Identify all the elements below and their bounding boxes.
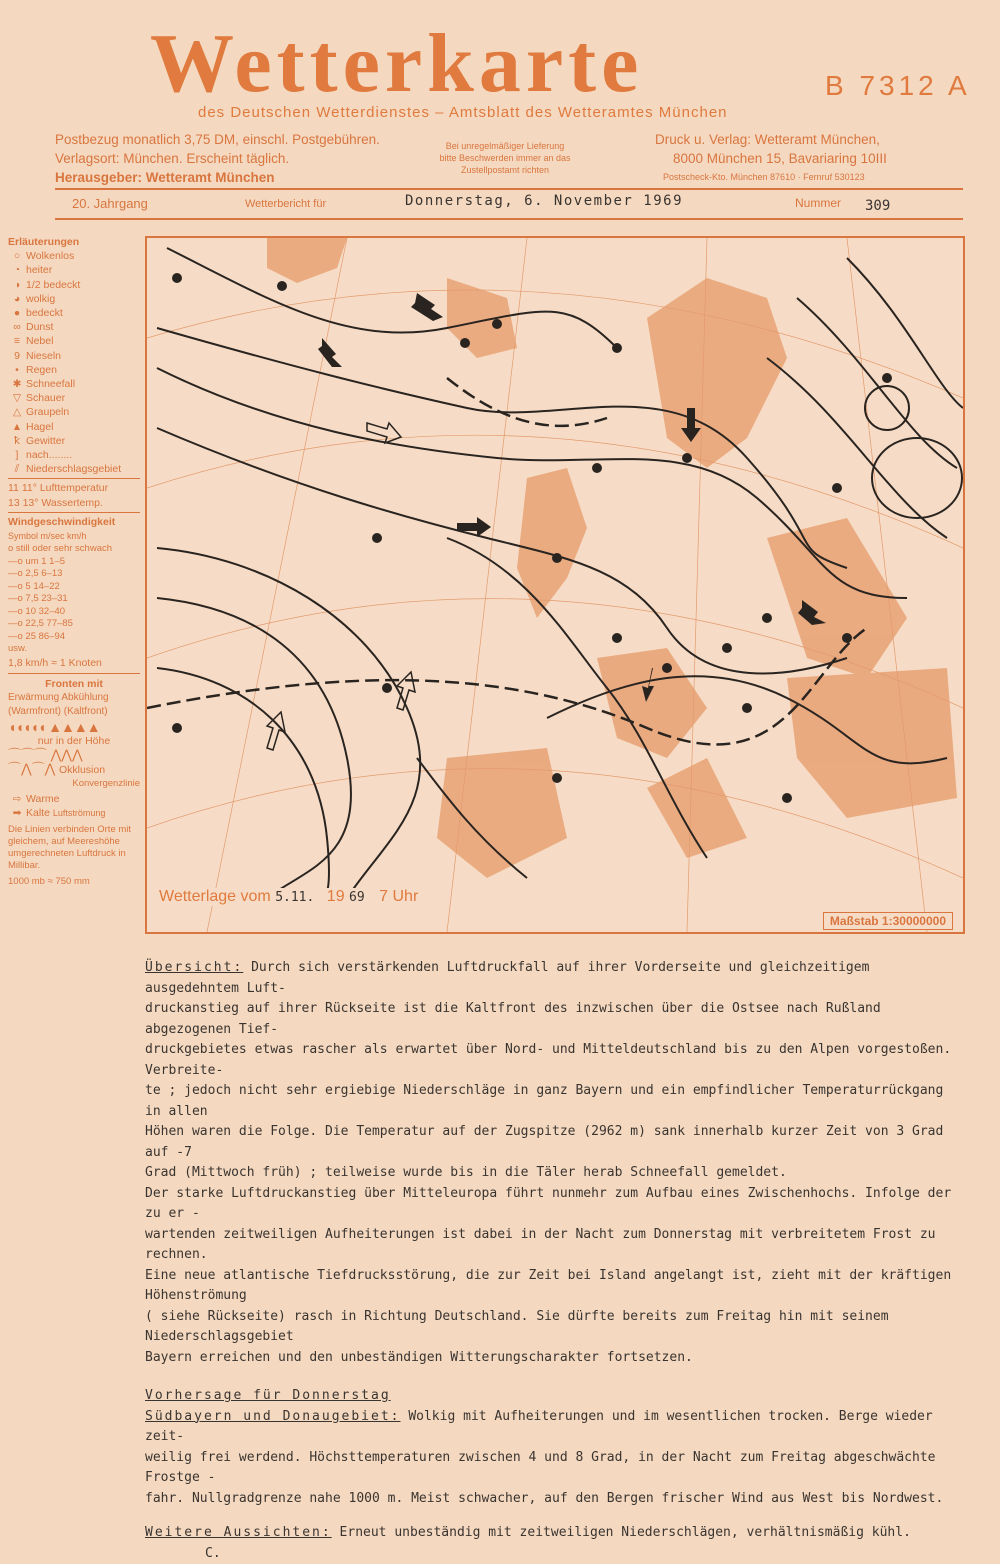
pressure-centers: [865, 386, 962, 518]
sued-line-0: Wolkig mit Aufheiterungen und im wesentlichen trocken. Berge wieder zeit-: [145, 1408, 933, 1444]
masthead-subtitle: des Deutschen Wetterdienstes – Amtsblatt des Wetteramtes München: [198, 104, 728, 121]
header-left-block: [55, 130, 380, 187]
legend-divider-3: [8, 673, 140, 674]
weitere-text: Erneut unbeständig mit zeitweiligen Niederschlägen, verhältnismäßig kühl.: [339, 1525, 911, 1540]
legend-item: [8, 349, 140, 363]
legend-lufttemp: 11 11° Lufttemperatur: [8, 482, 109, 495]
okklusion-icon: ⌒⋀⌒⋀: [8, 761, 59, 777]
postbezug: Postbezug monatlich 3,75 DM, einschl. Postgebühren.: [55, 132, 380, 147]
uebersicht-line-6: Der starke Luftdruckanstieg über Mitteleuropa führt nunmehr zum Aufbau eines Zwischenhochs. Infolge der zu er -: [145, 1185, 952, 1221]
uebersicht-line-9: ( siehe Rückseite) rasch in Richtung Deutschland. Sie dürfte bereits zum Freitag hin mit seinem Niederschlagsgebiet: [145, 1308, 889, 1344]
nummer-label: Nummer: [795, 196, 842, 210]
uebersicht-line-3: te ; jedoch nicht sehr ergiebige Niederschläge in ganz Bayern und ein empfindlicher Temperaturrückgang in allen: [145, 1083, 944, 1119]
legend-item-label: Regen: [26, 363, 57, 376]
legend-title: Erläuterungen: [8, 236, 80, 248]
wind-row: —o 7,5 23–31: [8, 593, 68, 605]
legend-item-label: Graupeln: [26, 406, 70, 419]
legend-item-label: nach........: [26, 449, 73, 462]
legend-item: [8, 363, 140, 377]
legend-item: [8, 434, 140, 448]
weather-symbol-icon: ◔: [13, 264, 21, 277]
wind-row: —o um 1 1–5: [8, 555, 66, 567]
massstab: Maßstab 1:30000000: [823, 912, 953, 930]
vorhersage-label: Vorhersage für Donnerstag: [145, 1388, 391, 1403]
wetterlage-box: [153, 888, 424, 906]
sued-label: Südbayern und Donaugebiet:: [145, 1408, 401, 1424]
legend-panel: [8, 235, 140, 889]
legend-item-label: Wolkenlos: [26, 250, 75, 263]
legend-item: [8, 292, 140, 306]
verlag-adresse: 8000 München 15, Bavariaring 10III: [673, 151, 887, 166]
legend-item-label: Dunst: [26, 321, 54, 334]
legend-item: [8, 320, 140, 334]
legend-divider-1: [8, 478, 140, 479]
wind-row: —o 2,5 6–13: [8, 568, 63, 580]
legend-divider-2: [8, 512, 140, 513]
initial: C.: [205, 1545, 221, 1561]
legend-item: [8, 405, 140, 419]
land-masses: [267, 238, 957, 878]
fronts: [147, 378, 867, 744]
solid-arrow-icon: ➡: [12, 806, 22, 819]
uebersicht-line-10: Bayern erreichen und den unbeständigen Witterungscharakter fortsetzen.: [145, 1349, 693, 1365]
uebersicht-line-8: Eine neue atlantische Tiefdrucksstörung, die zur Zeit bei Island angelangt ist, zieht mit der kräftigen Höhenströmung: [145, 1267, 952, 1303]
header-rule-top: [55, 188, 963, 190]
okklusion-row: ⌒⋀⌒⋀ Okklusion: [8, 761, 106, 777]
legend-item-label: 1/2 bedeckt: [26, 278, 81, 291]
weather-symbol-icon: ≡: [13, 335, 21, 348]
legend-item-label: Schauer: [26, 392, 66, 405]
wind-row: o still oder sehr schwach: [8, 543, 113, 555]
weather-symbol-icon: ●: [13, 307, 21, 320]
weather-symbol-icon: ◕: [13, 292, 21, 305]
wetterlage-year: 69: [349, 890, 365, 905]
wind-row: —o 25 86–94: [8, 630, 66, 642]
legend-item: [8, 420, 140, 434]
weitere-label: Weitere Aussichten:: [145, 1525, 332, 1540]
header-rule-bottom: [55, 218, 963, 220]
uebersicht-line-7: wartenden zeitweiligen Aufheiterungen ist dabei in der Nacht zum Donnerstag mit verbreitetem Frost zu rechnen.: [145, 1226, 936, 1262]
front-symbols-icon: ◖◖◖◖◖ ▲▲▲▲: [8, 718, 100, 735]
legend-item: [8, 391, 140, 405]
hollow-arrow-icon: ⇨: [12, 792, 22, 805]
issue-date: Donnerstag, 6. November 1969: [405, 193, 684, 209]
weitere-paragraph: [145, 1523, 965, 1564]
weather-symbol-icon: ∞: [13, 321, 21, 334]
uebersicht-line-5: Grad (Mittwoch früh) ; teilweise wurde bis in die Täler herab Schneefall gemeldet.: [145, 1165, 787, 1180]
postscheck: Postscheck-Kto. München 87610 · Fernruf 530123: [663, 172, 865, 182]
wind-rows: [8, 543, 140, 656]
knoten-note: 1,8 km/h ≈ 1 Knoten: [8, 656, 102, 669]
weather-symbol-icon: ꝁ: [13, 434, 21, 447]
legend-item: [8, 278, 140, 292]
fronten-cols: Erwärmung Abkühlung: [8, 692, 109, 704]
uebersicht-line-2: druckgebietes etwas rascher als erwartet über Nord- und Mitteldeutschland bis zu den Alpen vorgestoßen. Verbreite-: [145, 1042, 952, 1078]
weather-symbol-icon: ✱: [12, 378, 22, 391]
legend-item-label: bedeckt: [26, 307, 63, 320]
weather-symbol-icon: ▲: [11, 420, 23, 433]
sued-paragraph: [145, 1407, 965, 1448]
lieferung-note-2: bitte Beschwerden immer an das: [439, 153, 571, 163]
legend-item: [8, 377, 140, 391]
fronten-title: Fronten mit: [45, 677, 103, 690]
weather-symbol-icon: △: [12, 406, 22, 419]
legend-niederschlag: ⫽ Niederschlagsgebiet: [8, 462, 140, 476]
jahrgang: 20. Jahrgang: [72, 196, 148, 211]
wind-title: Windgeschwindigkeit: [8, 515, 116, 528]
lieferung-note-1: Bei unregelmäßiger Lieferung: [445, 141, 565, 151]
issue-code: B 7312 A: [825, 70, 971, 101]
weather-symbol-icon: ]: [15, 449, 19, 462]
konvergenz-label: Konvergenzlinie: [72, 778, 140, 790]
issue-number: 309: [865, 198, 891, 214]
uebersicht-line-1: druckanstieg auf ihrer Rückseite ist die Kaltfront des inzwischen über die Ostsee nach Rußland abgezogenen Tief-: [145, 1001, 881, 1037]
legend-item-label: Nebel: [26, 335, 54, 348]
weather-symbol-icon: ◑: [13, 278, 21, 291]
hoehe-front-icon: ⌒⌒⌒ ⋀⋀⋀: [8, 746, 83, 762]
legend-items: [8, 249, 140, 462]
wetterbericht-label: Wetterbericht für: [245, 198, 327, 210]
legend-item-label: heiter: [26, 264, 53, 277]
wetterlage-label: Wetterlage vom: [159, 888, 271, 905]
legend-item-label: Nieseln: [26, 349, 62, 362]
verlagsort: Verlagsort: München. Erscheint täglich.: [55, 151, 290, 166]
legend-item: [8, 334, 140, 348]
kalte-row: ➡ Kalte Luftströmung: [8, 806, 140, 820]
header-right-block: [655, 130, 887, 187]
legend-item: [8, 306, 140, 320]
fronten-cols2: (Warmfront) (Kaltfront): [8, 706, 108, 718]
uebersicht-paragraph: [145, 958, 965, 999]
legend-item: [8, 249, 140, 263]
legend-wassertemp: 13 13° Wassertemp.: [8, 496, 103, 509]
legend-item-label: Hagel: [26, 420, 54, 433]
linien-text: Die Linien verbinden Orte mit gleichem, auf Meereshöhe umgerechneten Luftdruck in Millibar.: [8, 824, 132, 871]
wind-row: —o 5 14–22: [8, 580, 60, 592]
sued-line-1: weilig frei werdend. Höchsttemperaturen zwischen 4 und 8 Grad, in der Nacht zum Freitag abgeschwächte Frostge -: [145, 1449, 936, 1485]
weather-symbol-icon: ○: [13, 250, 21, 263]
legend-item-label: wolkig: [26, 292, 56, 305]
legend-item: [8, 263, 140, 277]
legend-item-label: Gewitter: [26, 434, 66, 447]
legend-item-label: Schneefall: [26, 378, 76, 391]
sued-line-2: fahr. Nullgradgrenze nahe 1000 m. Meist schwacher, auf den Bergen frischer Wind aus West bis Nordwest.: [145, 1490, 944, 1506]
masthead-title: Wetterkarte: [150, 17, 644, 110]
weather-symbol-icon: 9: [14, 349, 20, 362]
wind-row: —o 22,5 77–85: [8, 618, 73, 630]
uebersicht-line-0: Durch sich verstärkenden Luftdruckfall auf ihrer Vorderseite und gleichzeitigem ausgedehntem Luft-: [145, 960, 870, 996]
lieferung-note-3: Zustellpostamt richten: [460, 165, 550, 175]
herausgeber: Herausgeber: Wetteramt München: [55, 170, 275, 185]
mb-mm-note: 1000 mb ≈ 750 mm: [8, 876, 90, 887]
header-middle-block: [405, 140, 605, 176]
uebersicht-label: Übersicht:: [145, 960, 244, 975]
wind-row: usw.: [8, 643, 28, 655]
legend-item: [8, 448, 140, 462]
weather-map: [145, 236, 965, 934]
wind-row: —o 10 32–40: [8, 605, 66, 617]
wind-header: Symbol m/sec km/h: [8, 531, 87, 542]
wetterlage-19: 19: [326, 888, 345, 905]
weather-symbol-icon: ▽: [12, 392, 22, 405]
warme-row: ⇨ Warme: [8, 792, 140, 806]
forecast-text: [145, 958, 965, 1564]
weather-symbol-icon: •: [15, 363, 19, 376]
wetterlage-date: 5.11.: [275, 890, 315, 905]
uebersicht-line-4: Höhen waren die Folge. Die Temperatur auf der Zugspitze (2962 m) sank innerhalb kurzer Zeit von 3 Grad auf -7: [145, 1124, 944, 1160]
hoehe-label: nur in der Höhe: [37, 734, 111, 747]
hatch-icon: ⫽: [14, 463, 20, 476]
wetterlage-uhr: 7 Uhr: [379, 888, 419, 905]
weather-map-svg: [147, 238, 963, 932]
druck-verlag: Druck u. Verlag: Wetteramt München,: [655, 132, 880, 147]
